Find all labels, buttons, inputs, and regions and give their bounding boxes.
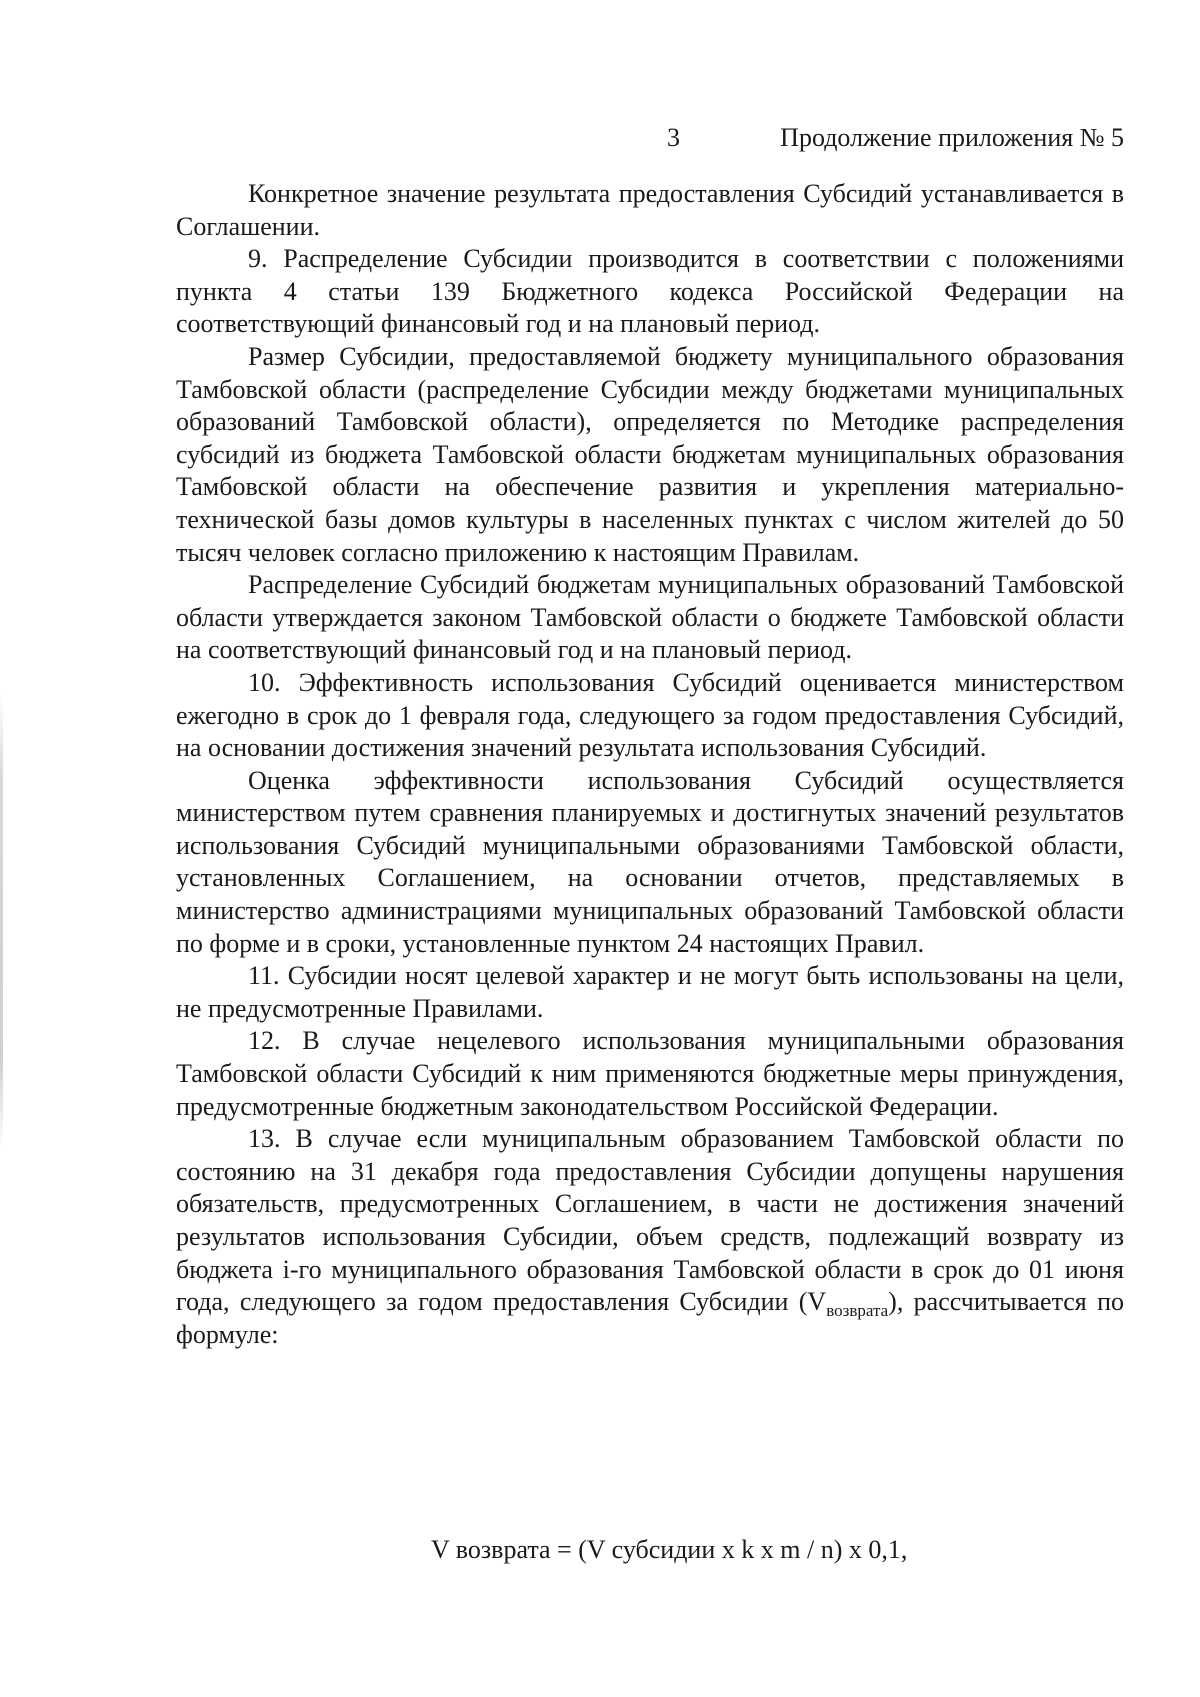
scan-edge-shadow xyxy=(0,690,3,1150)
appendix-continuation-label: Продолжение приложения № 5 xyxy=(780,123,1124,152)
document-body xyxy=(176,178,1124,1351)
refund-subscript: возврата xyxy=(826,1301,889,1321)
paragraph-13-text: 13. В случае если муниципальным образованием Тамбовской области по состоянию на 31 декабря года предоставления Субсидии допущены нарушения обязательств, предусмотренных Соглашением, в части не достижения значений результатов использования Субсидии, объем средств, подлежащий возврату из бюджета i-го муниципального образования Тамбовской области в срок до 01 июня года, следующего за годом предоставления Субсидии (V xyxy=(176,1124,1124,1317)
paragraph-9: 9. Распределение Субсидии производится в соответствии с положениями пункта 4 статьи 139 Бюджетного кодекса Российской Федерации на соответствующий финансовый год и на плановый период. xyxy=(176,244,1124,339)
paragraph-13 xyxy=(176,1123,1124,1351)
paragraph-subsidy-distribution: Распределение Субсидий бюджетам муниципальных образований Тамбовской области утверждается законом Тамбовской области о бюджете Тамбовской области на соответствующий финансовый год и на плановый период. xyxy=(176,570,1124,665)
paragraph-result-value: Конкретное значение результата предоставления Субсидий устанавливается в Соглашении. xyxy=(176,179,1124,241)
refund-formula: V возврата = (V субсидии x k x m / n) x 0,1, xyxy=(431,1535,908,1564)
paragraph-12: 12. В случае нецелевого использования муниципальными образования Тамбовской области Субсидий к ним применяются бюджетные меры принуждения, предусмотренные бюджетным законодательством Российской Федерации. xyxy=(176,1026,1124,1121)
page-number: 3 xyxy=(667,123,680,152)
page-header xyxy=(176,118,1124,158)
paragraph-subsidy-size: Размер Субсидии, предоставляемой бюджету муниципального образования Тамбовской области (распределение Субсидии между бюджетами муниципальных образований Тамбовской области), определяется по Методике распределения субсидий из бюджета Тамбовской области бюджетам муниципальных образования Тамбовской области на обеспечение развития и укрепления материально-технической базы домов культуры в населенных пунктах с числом жителей до 50 тысяч человек согласно приложению к настоящим Правилам. xyxy=(176,341,1124,567)
paragraph-10: 10. Эффективность использования Субсидий оценивается министерством ежегодно в срок до 1 февраля года, следующего за годом предоставления Субсидий, на основании достижения значений результата использования Субсидий. xyxy=(176,667,1124,763)
paragraph-11: 11. Субсидии носят целевой характер и не могут быть использованы на цели, не предусмотренные Правилами. xyxy=(176,961,1124,1023)
paragraph-13-tail: ), рассчитывается по формуле: xyxy=(176,1287,1125,1349)
paragraph-efficiency-evaluation: Оценка эффективности использования Субсидий осуществляется министерством путем сравнения планируемых и достигнутых значений результатов использования Субсидий муниципальными образованиями Тамбовской области, установленных Соглашением, на основании отчетов, представляемых в министерство администрациями муниципальных образований Тамбовской области по форме и в сроки, установленные пунктом 24 настоящих Правил. xyxy=(176,765,1124,958)
